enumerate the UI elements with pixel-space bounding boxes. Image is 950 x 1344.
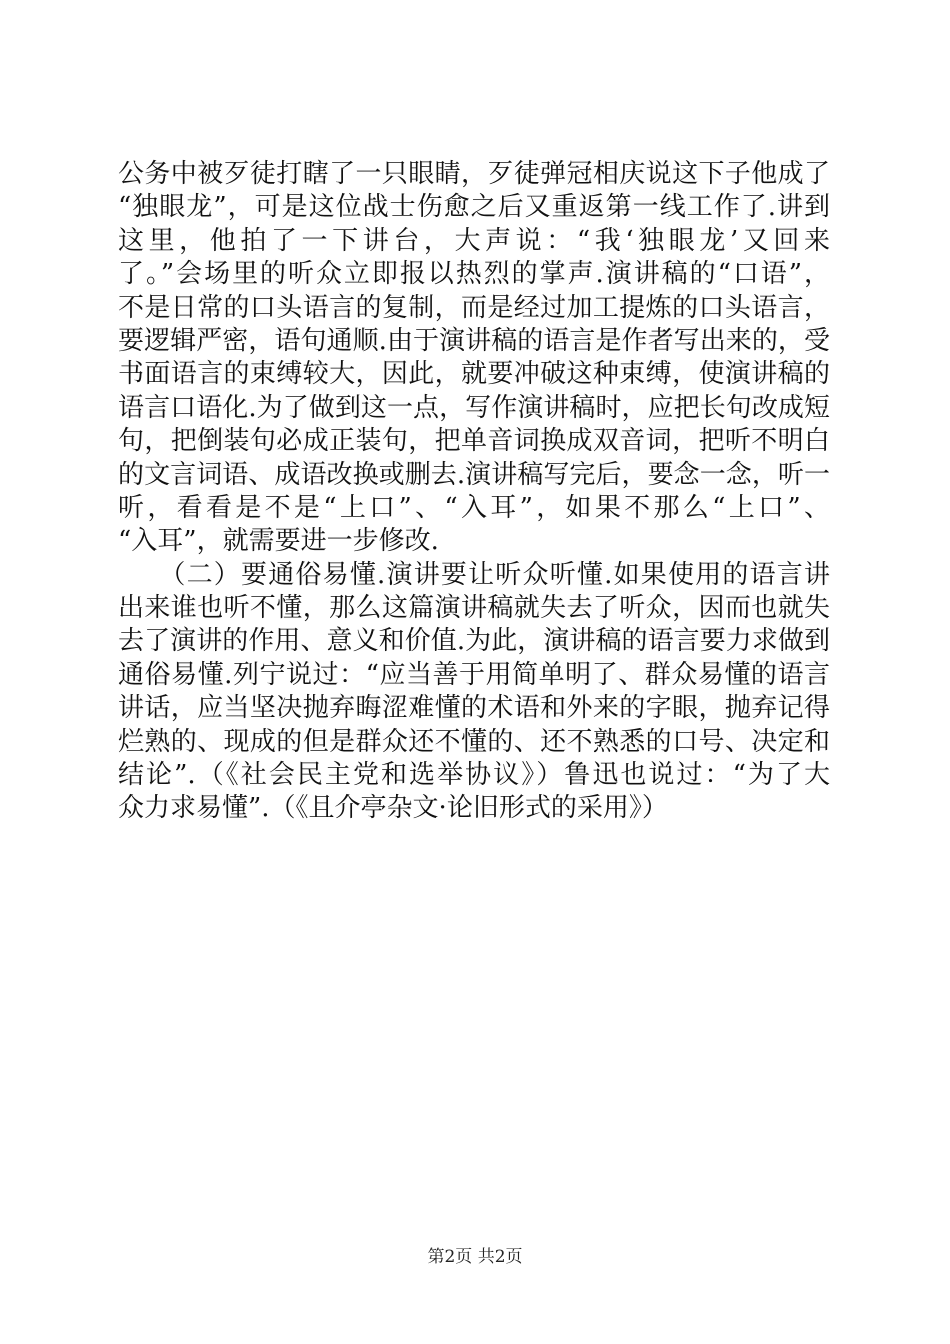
text-line: 听，看看是不是“上口”、“入耳”，如果不那么“上口”、	[118, 492, 830, 523]
text-line: 众力求易懂”.（《且介亭杂文·论旧形式的采用》）	[118, 793, 668, 824]
text-line: （二）要通俗易懂.演讲要让听众听懂.如果使用的语言讲	[118, 559, 830, 590]
text-line: 结论”.（《社会民主党和选举协议》）鲁迅也说过：“为了大	[118, 760, 830, 791]
text-line: 去了演讲的作用、意义和价值.为此，演讲稿的语言要力求做到	[118, 626, 830, 657]
text-line: 要逻辑严密，语句通顺.由于演讲稿的语言是作者写出来的，受	[118, 325, 830, 356]
text-line: 通俗易懂.列宁说过：“应当善于用简单明了、群众易懂的语言	[118, 659, 830, 690]
text-line: 句，把倒装句必成正装句，把单音词换成双音词，把听不明白	[118, 426, 830, 457]
text-line: 了。”会场里的听众立即报以热烈的掌声.演讲稿的“口语”，	[118, 259, 830, 290]
text-line: 烂熟的、现成的但是群众还不懂的、还不熟悉的口号、决定和	[118, 726, 830, 757]
text-line: 讲话，应当坚决抛弃晦涩难懂的术语和外来的字眼，抛弃记得	[118, 693, 830, 724]
text-line: 书面语言的束缚较大，因此，就要冲破这种束缚，使演讲稿的	[118, 359, 830, 390]
text-line: “独眼龙”，可是这位战士伤愈之后又重返第一线工作了.讲到	[118, 192, 830, 223]
text-line: 出来谁也听不懂，那么这篇演讲稿就失去了听众，因而也就失	[118, 593, 830, 624]
text-line: 的文言词语、成语改换或删去.演讲稿写完后，要念一念，听一	[118, 459, 830, 490]
text-line: 不是日常的口头语言的复制，而是经过加工提炼的口头语言，	[118, 292, 830, 323]
page-number-footer: 第2页 共2页	[427, 1247, 523, 1267]
text-line: 这里，他拍了一下讲台，大声说：“我‘独眼龙’又回来	[118, 225, 830, 256]
document-body	[118, 158, 830, 826]
text-line: 语言口语化.为了做到这一点，写作演讲稿时，应把长句改成短	[118, 392, 830, 423]
text-line: “入耳”，就需要进一步修改.	[118, 526, 439, 557]
text-line: 公务中被歹徒打瞎了一只眼睛，歹徒弹冠相庆说这下子他成了	[118, 159, 830, 189]
